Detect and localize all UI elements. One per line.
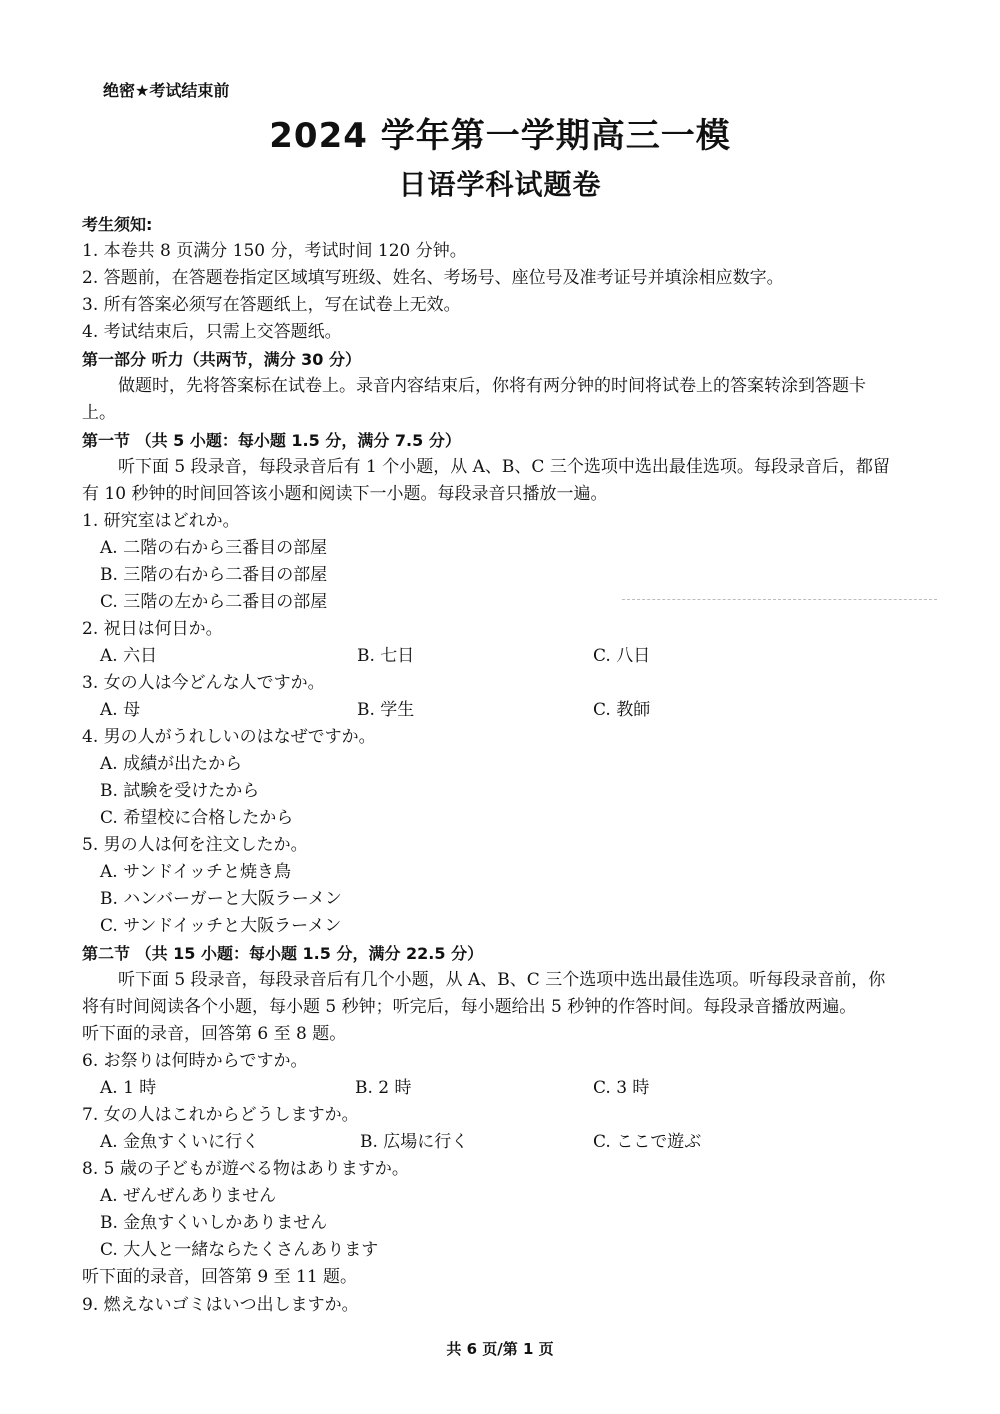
- section1-heading: 第一节 （共 5 小题：每小题 1.5 分，满分 7.5 分）: [82, 431, 461, 450]
- section2-heading: 第二节 （共 15 小题：每小题 1.5 分，满分 22.5 分）: [82, 944, 484, 963]
- question-5: 5. 男の人は何を注文したか。: [82, 835, 308, 855]
- q6-option-a: A. 1 時: [100, 1078, 157, 1098]
- q8-option-a: A. ぜんぜんありません: [100, 1186, 277, 1206]
- q4-option-c: C. 希望校に合格したから: [100, 808, 294, 828]
- q2-option-a: A. 六日: [100, 646, 158, 666]
- question-1: 1. 研究室はどれか。: [82, 511, 240, 531]
- notice-heading: 考生须知:: [82, 215, 153, 234]
- q3-option-c: C. 教師: [593, 700, 651, 720]
- q8-option-b: B. 金魚すくいしかありません: [100, 1213, 328, 1233]
- notice-item: 3. 所有答案必须写在答题纸上，写在试卷上无效。: [82, 295, 461, 315]
- q3-option-b: B. 学生: [357, 700, 415, 720]
- section2-instructions-cont: 将有时间阅读各个小题，每小题 5 秒钟；听完后，每小题给出 5 秒钟的作答时间。每段录音播放两遍。: [82, 997, 857, 1017]
- q5-option-c: C. サンドイッチと大阪ラーメン: [100, 916, 342, 936]
- q6-option-c: C. 3 時: [593, 1078, 650, 1098]
- part1-heading: 第一部分 听力（共两节，满分 30 分）: [82, 350, 361, 369]
- question-3: 3. 女の人は今どんな人ですか。: [82, 673, 325, 693]
- q1-option-b: B. 三階の右から二番目の部屋: [100, 565, 328, 585]
- part1-intro-cont: 上。: [82, 403, 116, 423]
- exam-subtitle: 日语学科试题卷: [398, 168, 602, 201]
- faint-scan-line: [622, 599, 937, 600]
- q5-option-a: A. サンドイッチと焼き鳥: [100, 862, 292, 882]
- q1-option-a: A. 二階の右から三番目の部屋: [100, 538, 328, 558]
- q4-option-b: B. 試験を受けたから: [100, 781, 260, 801]
- notice-item: 1. 本卷共 8 页满分 150 分，考试时间 120 分钟。: [82, 241, 467, 261]
- question-2: 2. 祝日は何日か。: [82, 619, 223, 639]
- group-instruction-9-11: 听下面的录音，回答第 9 至 11 题。: [82, 1267, 358, 1287]
- section1-instructions: 听下面 5 段录音，每段录音后有 1 个小题，从 A、B、C 三个选项中选出最佳选项。每段录音后，都留: [118, 457, 890, 477]
- notice-item: 4. 考试结束后，只需上交答题纸。: [82, 322, 342, 342]
- question-9: 9. 燃えないゴミはいつ出しますか。: [82, 1295, 359, 1315]
- q1-option-c: C. 三階の左から二番目の部屋: [100, 592, 328, 612]
- q2-option-c: C. 八日: [593, 646, 651, 666]
- q7-option-a: A. 金魚すくいに行く: [100, 1132, 260, 1152]
- section1-instructions-cont: 有 10 秒钟的时间回答该小题和阅读下一小题。每段录音只播放一遍。: [82, 484, 608, 504]
- q7-option-b: B. 広場に行く: [360, 1132, 469, 1152]
- q4-option-a: A. 成績が出たから: [100, 754, 243, 774]
- question-4: 4. 男の人がうれしいのはなぜですか。: [82, 727, 376, 747]
- section2-instructions: 听下面 5 段录音，每段录音后有几个小题，从 A、B、C 三个选项中选出最佳选项。听每段录音前，你: [118, 970, 886, 990]
- q8-option-c: C. 大人と一緒ならたくさんあります: [100, 1240, 379, 1260]
- q5-option-b: B. ハンバーガーと大阪ラーメン: [100, 889, 342, 909]
- part1-intro: 做题时，先将答案标在试卷上。录音内容结束后，你将有两分钟的时间将试卷上的答案转涂到答题卡: [118, 376, 866, 396]
- question-7: 7. 女の人はこれからどうしますか。: [82, 1105, 359, 1125]
- confidential-label: 绝密★考试结束前: [103, 81, 230, 100]
- notice-item: 2. 答题前，在答题卷指定区域填写班级、姓名、考场号、座位号及准考证号并填涂相应数字。: [82, 268, 784, 288]
- question-6: 6. お祭りは何時からですか。: [82, 1051, 308, 1071]
- q3-option-a: A. 母: [100, 700, 141, 720]
- q7-option-c: C. ここで遊ぶ: [593, 1132, 702, 1152]
- exam-title: 2024 学年第一学期高三一模: [269, 116, 731, 156]
- q2-option-b: B. 七日: [357, 646, 415, 666]
- q6-option-b: B. 2 時: [355, 1078, 412, 1098]
- page-number: 共 6 页/第 1 页: [446, 1340, 554, 1358]
- group-instruction-6-8: 听下面的录音，回答第 6 至 8 题。: [82, 1024, 347, 1044]
- question-8: 8. 5 歳の子どもが遊べる物はありますか。: [82, 1159, 409, 1179]
